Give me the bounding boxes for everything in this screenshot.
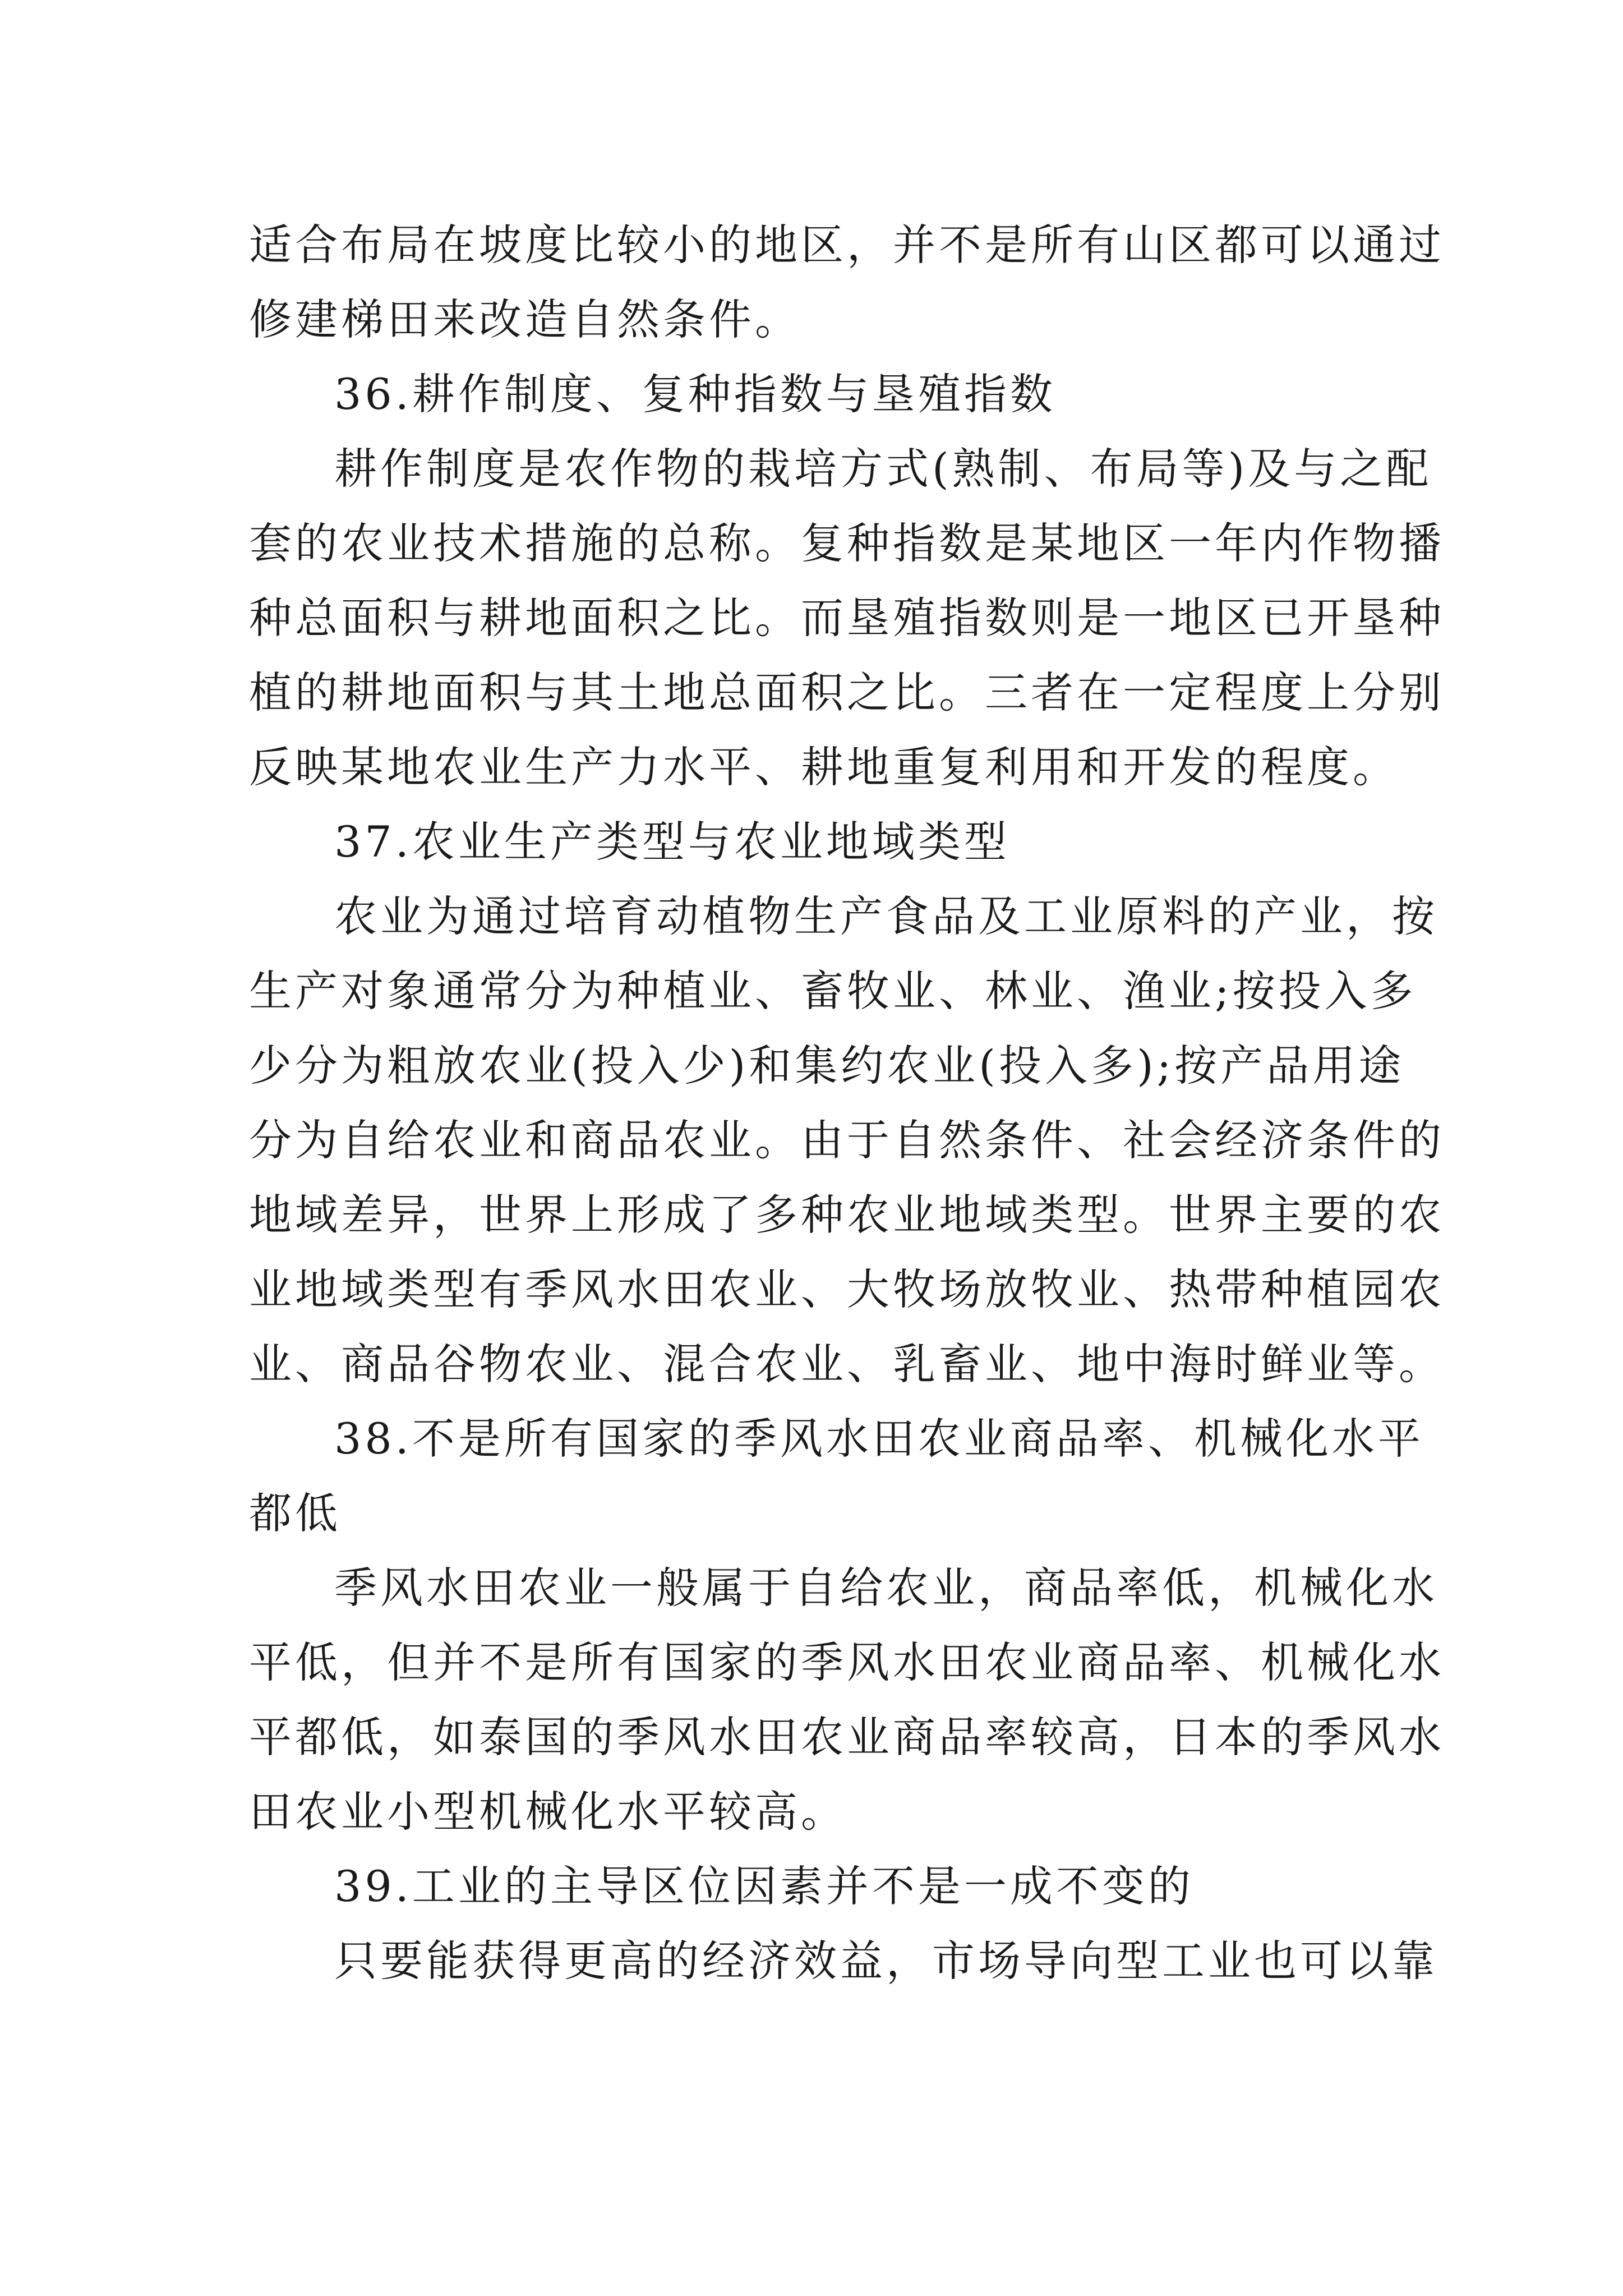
text-line-12: 少分为粗放农业(投入少)和集约农业(投入多);按产品用途 <box>249 1041 1405 1091</box>
text-line-6: 种总面积与耕地面积之比。而垦殖指数则是一地区已开垦种 <box>249 593 1445 643</box>
text-line-10: 农业为通过培育动植物生产食品及工业原料的产业，按 <box>334 891 1438 941</box>
text-line-2: 修建梯田来改造自然条件。 <box>249 295 801 344</box>
text-line-4: 耕作制度是农作物的栽培方式(熟制、布局等)及与之配 <box>334 444 1432 494</box>
section-heading-38-continued: 都低 <box>249 1488 341 1538</box>
text-line-24: 只要能获得更高的经济效益，市场导向型工业也可以靠 <box>334 1936 1438 1986</box>
section-heading-38: 38.不是所有国家的季风水田农业商品率、机械化水平 <box>334 1414 1424 1464</box>
text-line-14: 地域差异，世界上形成了多种农业地域类型。世界主要的农 <box>249 1190 1445 1240</box>
text-line-20: 平低，但并不是所有国家的季风水田农业商品率、机械化水 <box>249 1637 1445 1687</box>
text-line-1: 适合布局在坡度比较小的地区，并不是所有山区都可以通过 <box>249 220 1445 270</box>
text-line-7: 植的耕地面积与其土地总面积之比。三者在一定程度上分别 <box>249 668 1445 717</box>
text-line-13: 分为自给农业和商品农业。由于自然条件、社会经济条件的 <box>249 1115 1445 1165</box>
document-body <box>249 208 1445 1998</box>
text-line-16: 业、商品谷物农业、混合农业、乳畜业、地中海时鲜业等。 <box>249 1339 1445 1389</box>
text-line-5: 套的农业技术措施的总称。复种指数是某地区一年内作物播 <box>249 518 1445 568</box>
section-heading-37: 37.农业生产类型与农业地域类型 <box>334 817 1010 867</box>
text-line-21: 平都低，如泰国的季风水田农业商品率较高，日本的季风水 <box>249 1712 1445 1762</box>
text-line-11: 生产对象通常分为种植业、畜牧业、林业、渔业;按投入多 <box>249 966 1417 1016</box>
section-heading-36: 36.耕作制度、复种指数与垦殖指数 <box>334 369 1056 419</box>
text-line-8: 反映某地农业生产力水平、耕地重复利用和开发的程度。 <box>249 742 1399 792</box>
text-line-22: 田农业小型机械化水平较高。 <box>249 1787 847 1837</box>
text-line-19: 季风水田农业一般属于自给农业，商品率低，机械化水 <box>334 1563 1438 1613</box>
section-heading-39: 39.工业的主导区位因素并不是一成不变的 <box>334 1861 1194 1911</box>
text-line-15: 业地域类型有季风水田农业、大牧场放牧业、热带种植园农 <box>249 1264 1445 1314</box>
